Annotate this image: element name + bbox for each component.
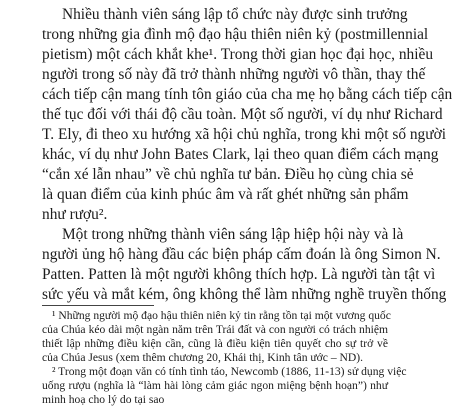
footnote-1-line-2: của Chúa kéo dài một ngàn năm trên Trái đất và con người có trách nhiệm xyxy=(42,323,388,336)
paragraph-1-line-1: Nhiều thành viên sáng lập tổ chức này được sinh trưởng xyxy=(62,6,408,23)
paragraph-1-line-9: “cắn xé lẫn nhau” về chủ nghĩa tư bản. Điều họ cùng chia sẻ xyxy=(42,166,414,183)
footnote-2-line-1: ² Trong một đoạn văn có tính tình táo, Newcomb (1886, 11-13) sử dụng việc xyxy=(52,365,407,378)
footnote-2-line-2: uống rượu (nghĩa là “làm hài lòng cảm giác ngon miệng bệnh hoạn”) như xyxy=(42,379,388,392)
paragraph-1-line-7: T. Ely, đi theo xu hướng xã hội chủ nghĩa, trong khi một số người xyxy=(42,126,447,143)
paragraph-1-line-5: cách tiếp cận mang tính tôn giáo của cha mẹ họ bằng cách tiếp cận xyxy=(42,86,452,103)
paragraph-2-line-4: sức yếu và mắt kém, ông không thể làm những nghề truyền thống xyxy=(42,286,447,303)
paragraph-1-line-2: trong những gia đình mộ đạo hậu thiên niên kỷ (postmillennial xyxy=(42,26,429,43)
footnote-1-line-1: ¹ Những người mộ đạo hậu thiên niên kỷ tin rằng tồn tại một vương quốc xyxy=(52,309,391,322)
paragraph-2-line-1: Một trong những thành viên sáng lập hiệp hội này và là xyxy=(62,226,404,243)
footnote-1-line-4: của Chúa Jesus (xem thêm chương 20, Khái thị, Kinh tân ước – ND). xyxy=(42,351,364,364)
footnote-divider xyxy=(42,305,154,306)
paragraph-1-line-8: khác, ví dụ như John Bates Clark, lại theo quan điểm cách mạng xyxy=(42,146,439,163)
paragraph-2-line-2: người ủng hộ hàng đầu các biện pháp cấm đoán là ông Simon N. xyxy=(42,246,441,263)
paragraph-1-line-11: như rượu². xyxy=(42,206,108,223)
paragraph-2-line-3: Patten. Patten là một người không thích hợp. Là người tàn tật vì xyxy=(42,266,436,283)
paragraph-1-line-6: thế tục đối với thái độ cầu toàn. Một số người, ví dụ như Richard xyxy=(42,106,443,123)
paragraph-1-line-10: là quan điểm của kinh phúc âm và rất ghét những sản phẩm xyxy=(42,186,409,203)
footnote-1-line-3: thiết lập những điều kiện cần, cũng là điều kiện tiên quyết cho sự trở về xyxy=(42,337,388,350)
paragraph-1-line-3: pietism) một cách khắt khe¹. Trong thời gian học đại học, nhiều xyxy=(42,46,434,63)
footnote-2-line-3: minh hoạ cho lý do tại sao xyxy=(42,393,165,406)
paragraph-1-line-4: người trong số này đã trở thành những người vô thần, thay thế xyxy=(42,66,426,83)
